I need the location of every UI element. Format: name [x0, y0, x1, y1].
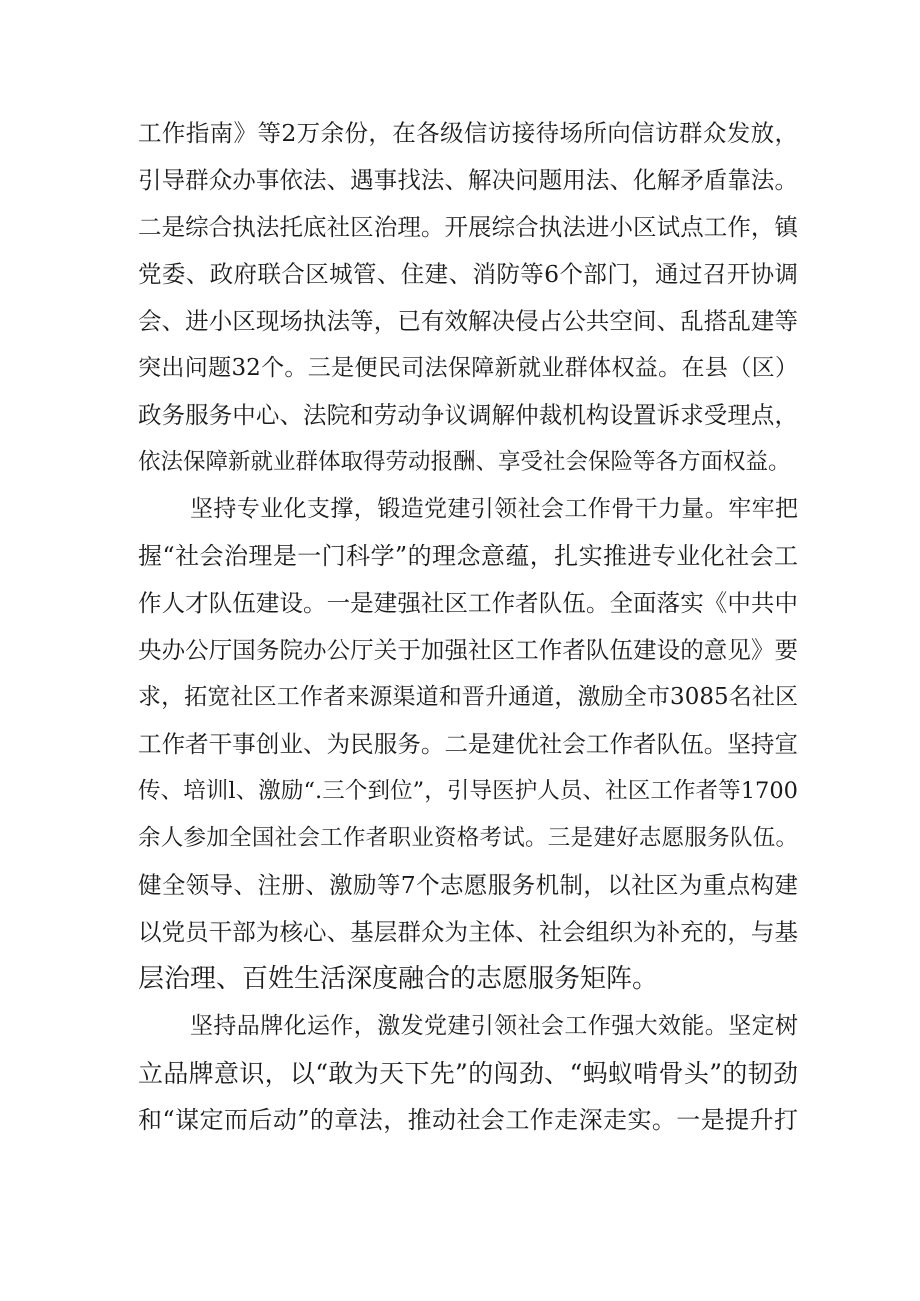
text-line: 引导群众办事依法、遇事找法、解决问题用法、化解矛盾靠法。 [138, 166, 798, 194]
text-line: 握“社会治理是一门科学”的理念意蕴，扎实推进专业化社会工 [138, 542, 798, 570]
text-line: 会、进小区现场执法等，已有效解决侵占公共空间、乱搭乱建等 [138, 307, 798, 335]
text-line: 和“谋定而后动”的章法，推动社会工作走深走实。一是提升打 [138, 1106, 798, 1134]
text-line: 政务服务中心、法院和劳动争议调解仲裁机构设置诉求受理点， [138, 401, 798, 429]
text-line: 突出问题32个。三是便民司法保障新就业群体权益。在县（区） [138, 355, 798, 381]
text-line: 余人参加全国社会工作者职业资格考试。三是建好志愿服务队伍。 [138, 825, 798, 851]
text-line: 传、培训l、激励“.三个到位”，引导医护人员、社区工作者等1700 [138, 778, 798, 804]
body-text [138, 110, 798, 1144]
text-line: 工作者干事创业、为民服务。二是建优社会工作者队伍。坚持宣 [138, 730, 798, 758]
text-line: 健全领导、注册、激励等7个志愿服务机制，以社区为重点构建 [138, 871, 798, 899]
text-line: 党委、政府联合区城管、住建、消防等6个部门，通过召开协调 [138, 260, 798, 288]
text-line: 依法保障新就业群体取得劳动报酬、享受社会保险等各方面权益。 [138, 449, 791, 475]
text-line: 层治理、百姓生活深度融合的志愿服务矩阵。 [138, 964, 659, 994]
text-line: 央办公厅国务院办公厅关于加强社区工作者队伍建设的意见》要 [138, 636, 798, 664]
text-line: 以党员干部为核心、基层群众为主体、社会组织为补充的，与基 [138, 918, 798, 946]
text-line: 工作指南》等2万余份，在各级信访接待场所向信访群众发放， [138, 119, 798, 147]
text-line: 求，拓宽社区工作者来源渠道和晋升通道，激励全市3085名社区 [138, 684, 798, 710]
text-line: 二是综合执法托底社区治理。开展综合执法进小区试点工作，镇 [138, 213, 798, 241]
paragraph-first-line: 坚持专业化支撑，锻造党建引领社会工作骨干力量。牢牢把 [190, 496, 798, 522]
text-line: 立品牌意识，以“敢为天下先”的闯劲、“蚂蚁啃骨头”的韧劲 [138, 1059, 798, 1088]
paragraph-first-line: 坚持品牌化运作，激发党建引领社会工作强大效能。坚定树 [190, 1013, 798, 1039]
text-line: 作人才队伍建设。一是建强社区工作者队伍。全面落实《中共中 [138, 589, 798, 617]
